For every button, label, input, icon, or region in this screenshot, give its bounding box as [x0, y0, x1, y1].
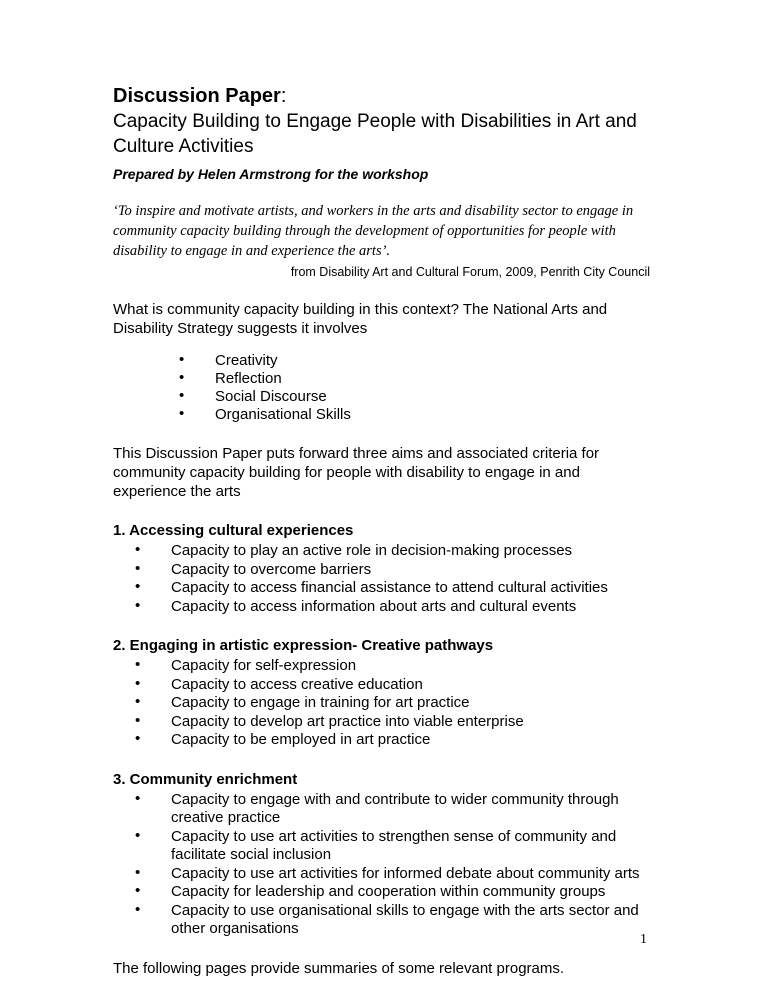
list-item: • Capacity to access creative education [135, 676, 653, 695]
list-item: • Capacity to use art activities to strengthen sense of community and facilitate social inclusion [135, 828, 653, 865]
capacity-bullet-list [113, 352, 653, 424]
list-item: • Capacity to use art activities for informed debate about community arts [135, 865, 653, 884]
section-list-1 [113, 542, 653, 616]
list-item: • Creativity [179, 352, 653, 370]
section-heading-1: 1. Accessing cultural experiences [113, 522, 354, 539]
intro-paragraph: What is community capacity building in this context? The National Arts and Disability Strategy suggests it involves [113, 301, 608, 337]
page-title-bold: Discussion Paper [113, 85, 281, 107]
section-heading-2: 2. Engaging in artistic expression- Creative pathways [113, 637, 494, 654]
document-body [113, 84, 653, 978]
aims-paragraph: This Discussion Paper puts forward three aims and associated criteria for community capacity building for people with disability to engage in and experience the arts [113, 445, 600, 500]
section-list-2 [113, 657, 653, 750]
closing-paragraph: The following pages provide summaries of some relevant programs. [113, 959, 565, 977]
list-item: • Capacity to develop art practice into viable enterprise [135, 713, 653, 732]
prepared-by-line: Prepared by Helen Armstrong for the workshop [113, 166, 429, 182]
quote-attribution: from Disability Art and Cultural Forum, 2009, Penrith City Council [290, 265, 650, 279]
page-subtitle: Capacity Building to Engage People with Disabilities in Art and Culture Activities [113, 111, 637, 157]
list-item: • Capacity to access financial assistance to attend cultural activities [135, 579, 653, 598]
list-item: • Capacity to be employed in art practice [135, 731, 653, 750]
page-title-colon: : [280, 85, 287, 107]
list-item: • Capacity to use organisational skills to engage with the arts sector and other organisations [135, 902, 653, 939]
list-item: • Capacity to overcome barriers [135, 561, 653, 580]
list-item: • Capacity to play an active role in decision-making processes [135, 542, 653, 561]
pull-quote: ‘To inspire and motivate artists, and workers in the arts and disability sector to engage in community capacity building through the development of opportunities for people with disability to engage in and experience the arts’. [113, 203, 634, 259]
list-item: • Organisational Skills [179, 406, 653, 424]
list-item: • Capacity for self-expression [135, 657, 653, 676]
list-item: • Social Discourse [179, 388, 653, 406]
page-title [113, 84, 653, 109]
section-list-3 [113, 791, 653, 939]
section-heading-3: 3. Community enrichment [113, 770, 298, 788]
list-item: • Capacity to engage in training for art practice [135, 694, 653, 713]
list-item: • Reflection [179, 370, 653, 388]
list-item: • Capacity for leadership and cooperation within community groups [135, 883, 653, 902]
list-item: • Capacity to access information about arts and cultural events [135, 598, 653, 617]
list-item: • Capacity to engage with and contribute to wider community through creative practice [135, 791, 653, 828]
page-number: 1 [640, 932, 647, 947]
